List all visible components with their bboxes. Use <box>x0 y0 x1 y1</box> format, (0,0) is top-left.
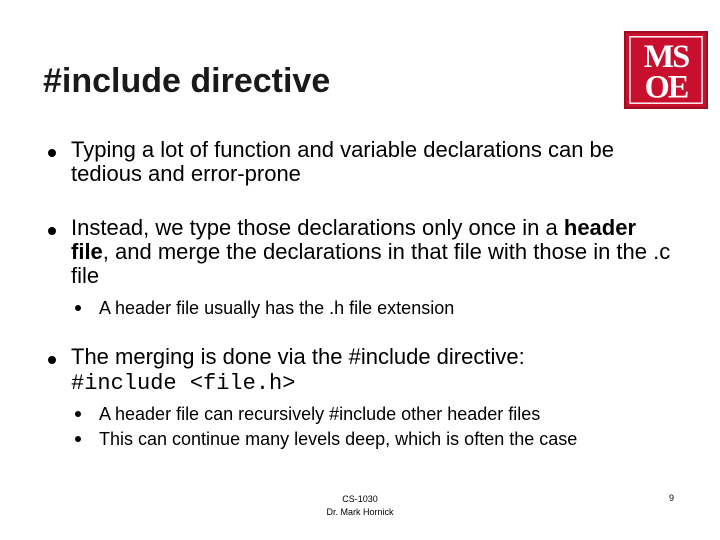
svg-text:OE: OE <box>644 68 688 105</box>
bullet-3-text: The merging is done via the #include directive: <box>71 344 525 369</box>
msoe-logo <box>624 31 708 109</box>
footer-author: Dr. Mark Hornick <box>326 507 394 517</box>
bullet-3 <box>48 345 678 369</box>
include-code-example: #include <file.h> <box>71 371 296 396</box>
bullet-1 <box>48 138 678 186</box>
bullet-icon <box>48 356 56 364</box>
sub-bullet-3-1 <box>75 403 675 426</box>
svg-text:MS: MS <box>643 38 689 75</box>
sub-bullet-2-1-text: A header file usually has the .h file extension <box>99 298 455 318</box>
sub-bullet-3-1-text: A header file can recursively #include other header files <box>99 404 541 424</box>
sub-bullet-3-2 <box>75 428 675 451</box>
footer-course: CS-1030 <box>342 494 378 504</box>
bullet-2 <box>48 216 678 288</box>
page-number: 9 <box>669 493 675 503</box>
sub-bullet-icon <box>75 411 81 417</box>
bullet-icon <box>48 149 56 157</box>
bullet-icon <box>48 227 56 235</box>
msoe-logo-mark <box>626 33 706 107</box>
footer <box>300 493 420 519</box>
bullet-2-bold-term: header file <box>71 215 637 264</box>
bullet-1-text: Typing a lot of function and variable declarations can be tedious and error-prone <box>71 137 615 186</box>
sub-bullet-2-1 <box>75 297 675 320</box>
bullet-2-text <box>71 216 678 288</box>
sub-bullet-icon <box>75 436 81 442</box>
bullet-2-text-before: Instead, we type those declarations only once in a <box>71 215 564 240</box>
sub-bullet-3-2-text: This can continue many levels deep, which is often the case <box>99 429 578 449</box>
slide-title: #include directive <box>43 62 331 100</box>
bullet-2-text-after: , and merge the declarations in that file with those in the .c file <box>71 239 671 288</box>
sub-bullet-icon <box>75 305 81 311</box>
